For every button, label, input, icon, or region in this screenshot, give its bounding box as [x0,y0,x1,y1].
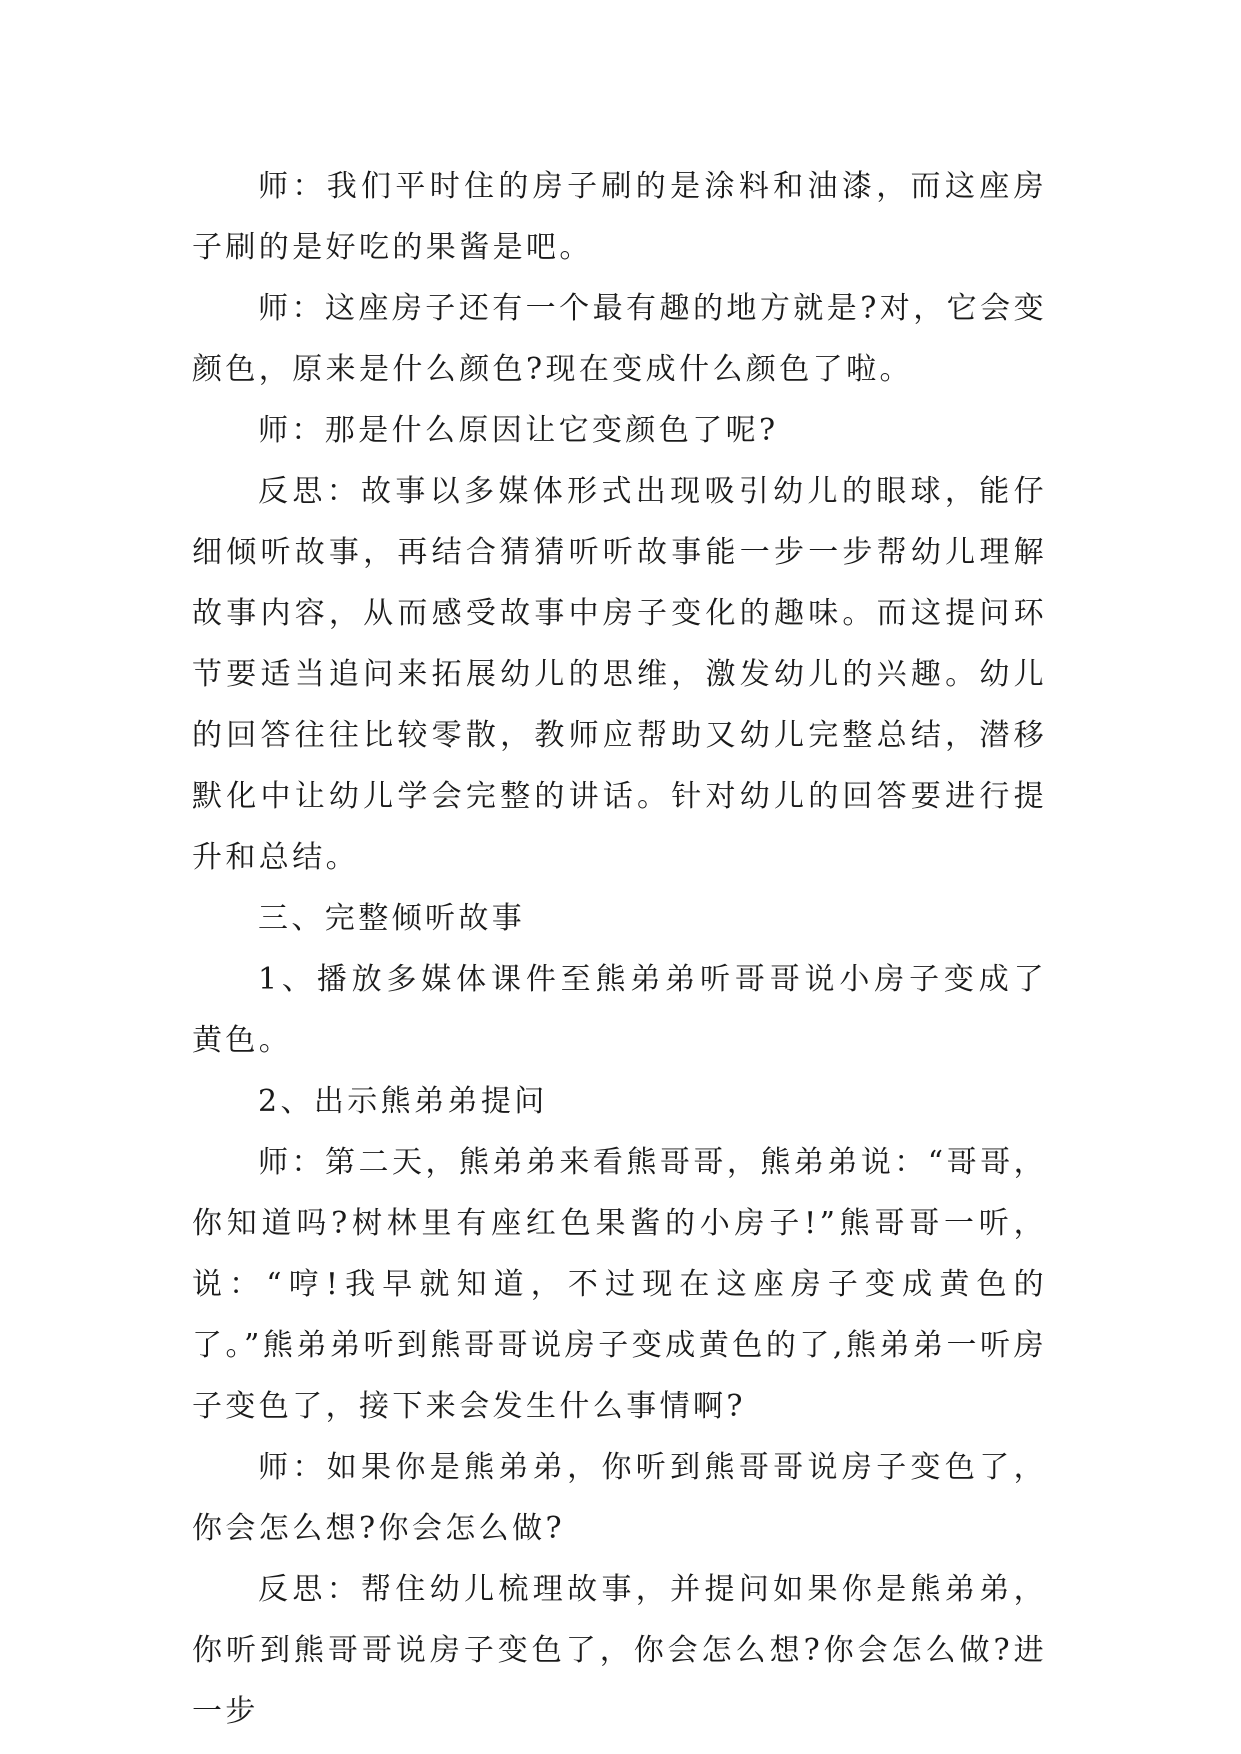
paragraph-reflection-1: 反思：故事以多媒体形式出现吸引幼儿的眼球，能仔细倾听故事，再结合猜猜听听故事能一步一步帮幼儿理解故事内容，从而感受故事中房子变化的趣味。而这提问环节要适当追问来拓展幼儿的思维，激发幼儿的兴趣。幼儿的回答往往比较零散，教师应帮助又幼儿完整总结，潜移默化中让幼儿学会完整的讲话。针对幼儿的回答要进行提升和总结。 [192,474,1047,875]
list-item-2: 2、出示熊弟弟提问 [258,1084,548,1119]
list-item-1: 1、播放多媒体课件至熊弟弟听哥哥说小房子变成了黄色。 [192,962,1047,1058]
paragraph-teacher-paint: 师：我们平时住的房子刷的是涂料和油漆，而这座房子刷的是好吃的果酱是吧。 [192,169,1047,265]
paragraph-teacher-question: 师：如果你是熊弟弟，你听到熊哥哥说房子变色了，你会怎么想?你会怎么做? [192,1450,1047,1546]
section-heading-3: 三、完整倾听故事 [258,901,526,936]
paragraph-teacher-color-change: 师：这座房子还有一个最有趣的地方就是?对，它会变颜色，原来是什么颜色?现在变成什么颜色了啦。 [192,291,1047,387]
paragraph-teacher-story: 师：第二天，熊弟弟来看熊哥哥，熊弟弟说：“哥哥，你知道吗?树林里有座红色果酱的小房子!”熊哥哥一听，说：“哼!我早就知道，不过现在这座房子变成黄色的了。”熊弟弟听到熊哥哥说房子变成黄色的了,熊弟弟一听房子变色了，接下来会发生什么事情啊? [192,1145,1047,1424]
paragraph-teacher-reason: 师：那是什么原因让它变颜色了呢? [258,413,779,448]
document-body [192,156,1047,1742]
paragraph-reflection-2: 反思：帮住幼儿梳理故事，并提问如果你是熊弟弟，你听到熊哥哥说房子变色了，你会怎么想?你会怎么做?进一步 [192,1572,1047,1729]
